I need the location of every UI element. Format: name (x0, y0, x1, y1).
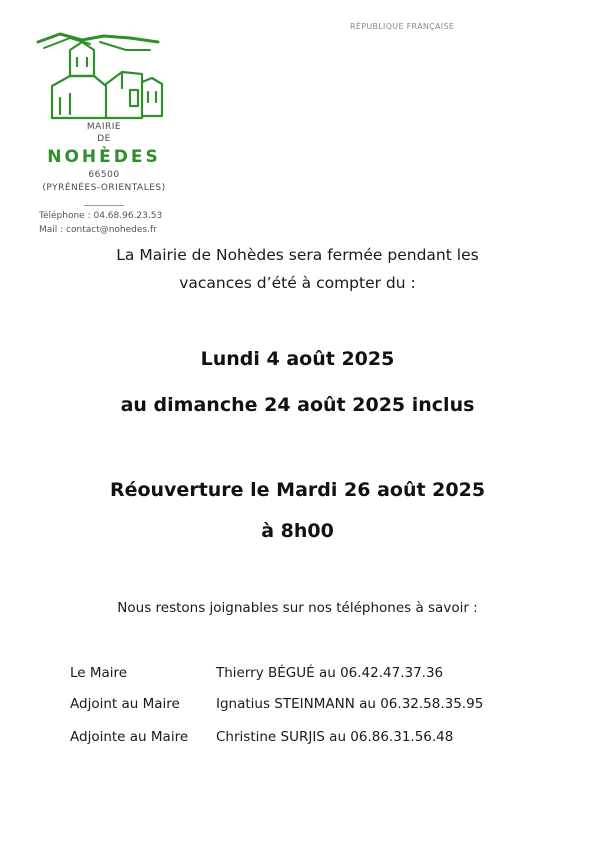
contact-row-adjointe (0, 729, 595, 749)
contact-person: Thierry BÉGUÉ au 06.42.47.37.36 (216, 665, 444, 681)
intro-line-1: La Mairie de Nohèdes sera fermée pendant les (116, 246, 479, 264)
contact-role: Adjoint au Maire (70, 696, 180, 712)
intro-line-2: vacances d’été à compter du : (179, 274, 416, 292)
logo-mairie-label: MAIRIE (86, 122, 122, 132)
closure-start-date: Lundi 4 août 2025 (200, 348, 395, 370)
church-village-logo-icon (30, 28, 170, 120)
logo-postcode: 66500 (88, 170, 120, 180)
closure-end-date: au dimanche 24 août 2025 inclus (120, 394, 475, 416)
logo-mail: Mail : contact@nohedes.fr (39, 225, 157, 235)
logo-de-label: DE (97, 134, 111, 144)
contact-person: Christine SURJIS au 06.86.31.56.48 (216, 729, 454, 745)
contact-row-adjoint (0, 696, 595, 716)
reopening-time: à 8h00 (261, 520, 334, 542)
reopening-date: Réouverture le Mardi 26 août 2025 (109, 479, 486, 501)
logo-department: (PYRÉNÉES-ORIENTALES) (42, 183, 166, 193)
contact-person: Ignatius STEINMANN au 06.32.58.35.95 (216, 696, 484, 712)
reachable-note: Nous restons joignables sur nos téléphones à savoir : (117, 600, 478, 616)
logo-phone: Téléphone : 04.68.96.23.53 (39, 211, 163, 221)
logo-town-name: NOHÈDES (47, 147, 161, 167)
logo-divider (84, 205, 124, 206)
contact-role: Le Maire (70, 665, 128, 681)
republique-francaise-header: RÉPUBLIQUE FRANÇAISE (350, 22, 455, 31)
contact-role: Adjointe au Maire (70, 729, 189, 745)
contact-row-maire (0, 665, 595, 685)
